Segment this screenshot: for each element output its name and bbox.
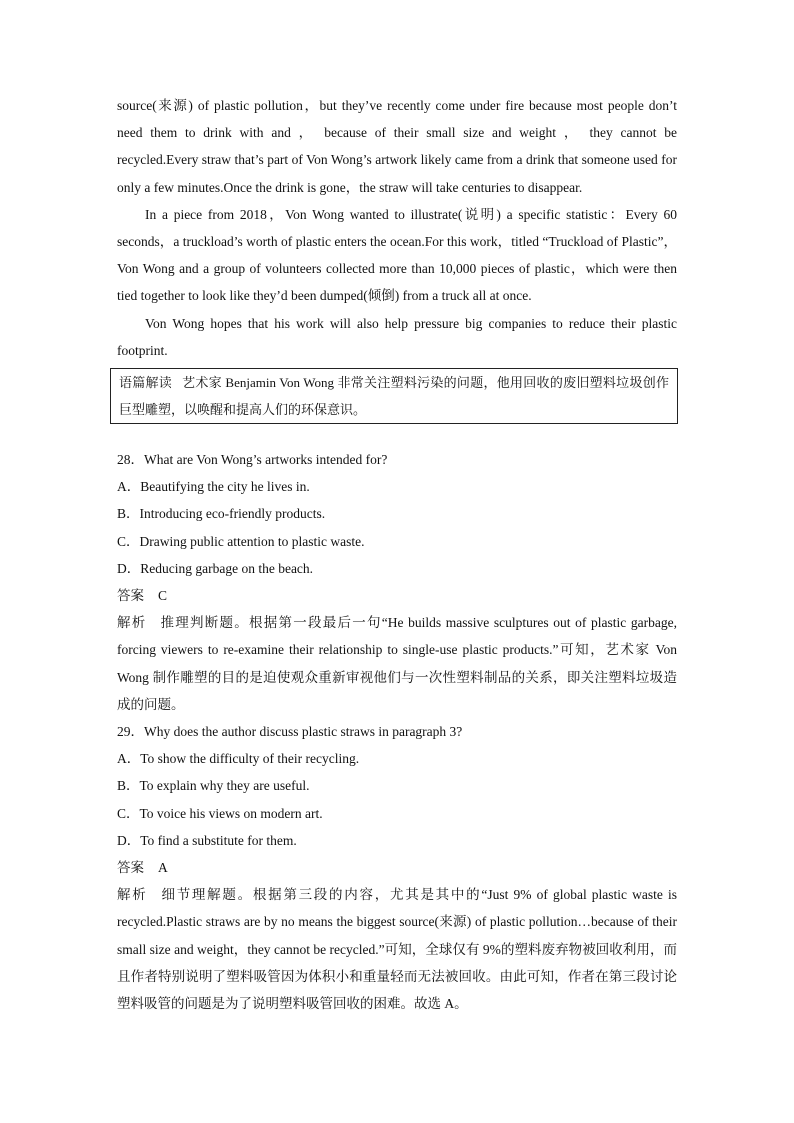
question-28	[117, 446, 677, 718]
analysis-line	[117, 881, 677, 1017]
summary-text: 艺术家 Benjamin Von Wong 非常关注塑料污染的问题，他用回收的废旧塑料垃圾创作巨型雕塑，以唤醒和提高人们的环保意识。	[119, 375, 669, 418]
question-stem: 29．Why does the author discuss plastic straws in paragraph 3?	[117, 724, 463, 740]
analysis-text: 细节理解题。根据第三段的内容，尤其是其中的“Just 9% of global plastic waste is recycled.Plastic straws are by no means the biggest source(来源) of plastic pollution…because of their small size and weight，they cannot be recycled.”可知，全球仅有 9%的塑料废弃物被回收利用，而且作者特别说明了塑料吸管因为体积小和重量轻而无法被回收。由此可知，作者在第三段讨论塑料吸管的问题是为了说明塑料吸管回收的困难。故选 A。	[117, 887, 677, 1012]
passage-paragraph-2: In a piece from 2018，Von Wong wanted to illustrate(说明) a specific statistic：Every 60 seconds，a truckload’s worth of plastic enters the ocean.For this work，titled “Truckload of Plastic”，Von Wong and a group of volunteers collected more than 10,000 pieces of plastic，which were then tied together to look like they’d been dumped(倾倒) from a truck all at once.	[117, 206, 677, 304]
analysis-text: 推理判断题。根据第一段最后一句“He builds massive sculptures out of plastic garbage, forcing viewers to re-examine their relationship to single-use plastic products.”可知，艺术家 Von Wong 制作雕塑的目的是迫使观众重新审视他们与一次性塑料制品的关系，即关注塑料垃圾造成的问题。	[117, 615, 677, 712]
option-c: C．Drawing public attention to plastic waste.	[117, 533, 365, 549]
document-page	[117, 92, 677, 1017]
answer-label: 答案	[117, 588, 144, 604]
question-stem: 28．What are Von Wong’s artworks intended for?	[117, 452, 388, 468]
analysis-label: 解析	[117, 887, 148, 903]
option-a: A．To show the difficulty of their recycling.	[117, 751, 360, 767]
analysis-line	[117, 609, 677, 718]
summary-label: 语篇解读	[119, 375, 173, 391]
summary-box	[110, 368, 678, 424]
analysis-label: 解析	[117, 615, 147, 631]
passage-paragraph-1: source(来源) of plastic pollution，but they’ve recently come under fire because most people don’t need them to drink with and ， because of their small size and weight ， they cannot be recycled.Every straw that’s part of Von Wong’s artwork likely came from a drink that someone used for only a few minutes.Once the drink is gone，the straw will take centuries to disappear.	[117, 98, 677, 195]
answer-value: C	[158, 588, 168, 604]
answer-value: A	[158, 860, 168, 876]
question-29	[117, 718, 677, 1017]
answer-label: 答案	[117, 860, 144, 876]
option-d: D．Reducing garbage on the beach.	[117, 560, 314, 576]
option-c: C．To voice his views on modern art.	[117, 805, 323, 821]
option-b: B．To explain why they are useful.	[117, 778, 310, 794]
option-a: A．Beautifying the city he lives in.	[117, 479, 310, 495]
answer-line	[117, 582, 677, 609]
passage-paragraph-3: Von Wong hopes that his work will also help pressure big companies to reduce their plastic footprint.	[117, 315, 677, 358]
answer-line	[117, 854, 677, 881]
option-d: D．To find a substitute for them.	[117, 832, 297, 848]
option-b: B．Introducing eco-friendly products.	[117, 506, 326, 522]
